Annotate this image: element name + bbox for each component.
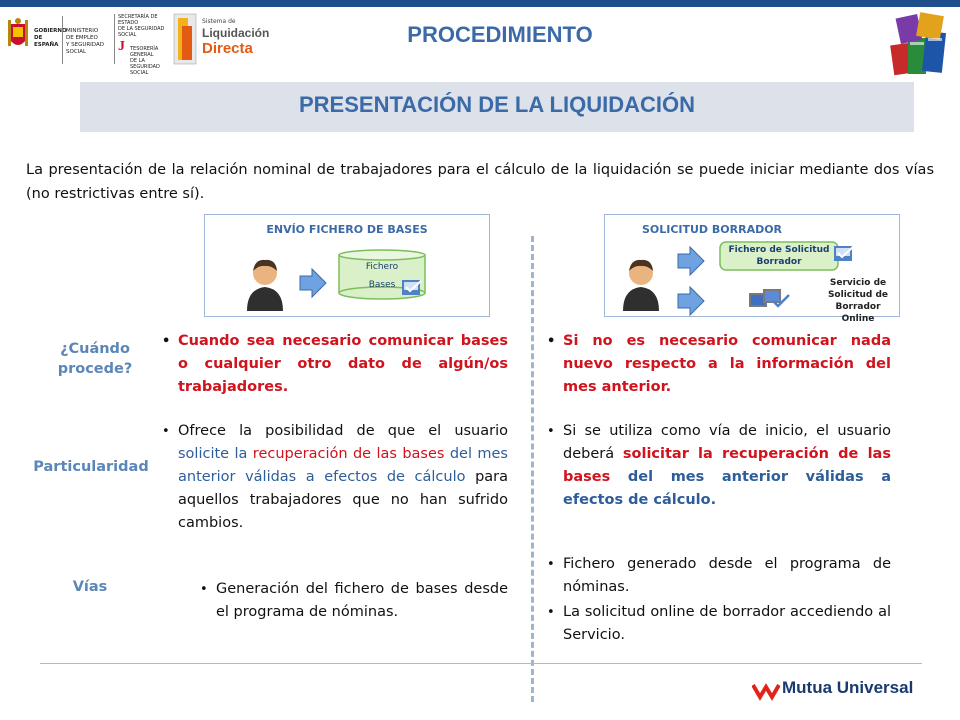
government-logo (4, 12, 67, 68)
ministry-line-3: Y SEGURIDAD SOCIAL (66, 42, 104, 55)
intro-paragraph: La presentación de la relación nominal de trabajadores para el cálculo de la liquidación se puede iniciar mediante dos vías (no restrictivas entre sí). (26, 162, 934, 202)
left-particularidad-text (178, 420, 508, 535)
service-line-1: Servicio de (829, 278, 887, 288)
procedure-title: PROCEDIMIENTO (407, 22, 593, 47)
secretary-logo (114, 14, 176, 76)
right-cuando-text: • Si no es necesario comunicar nada nuevo respecto a la información del mes anterior. (563, 330, 891, 399)
treasury-line-2: DE LA SEGURIDAD SOCIAL (130, 58, 160, 76)
left-cuando-text: • Cuando sea necesario comunicar bases o cualquier otro dato de algún/os trabajadores. (178, 330, 508, 399)
check-document-icon (833, 245, 855, 263)
drawer-label-1: Fichero de Solicitud (728, 245, 830, 255)
right-vias-text-1: • Fichero generado desde el programa de nóminas. (563, 553, 891, 599)
left-part-5: para aquellos trabajadores que no han sufrido cambios. (178, 469, 509, 531)
liq-line-1: Liquidación (202, 26, 270, 40)
right-part-4: del mes anterior válidas a efectos de cálculo. (563, 469, 891, 508)
cuando-procede-label (40, 339, 150, 379)
ministry-logo (62, 14, 112, 66)
books-icon (884, 8, 956, 80)
banner-title: PRESENTACIÓN DE LA LIQUIDACIÓN (298, 92, 695, 117)
column-divider (531, 236, 535, 702)
gov-line-2: DE ESPAÑA (34, 35, 59, 48)
cuando-line-2: procede? (57, 361, 133, 377)
secretary-line-1: SECRETARÍA DE ESTADO (118, 14, 158, 26)
right-part-1: Si se utiliza como vía de inicio, el usuario deberá (563, 423, 891, 462)
left-part-3: recuperación de las bases (252, 446, 450, 462)
liquidacion-directa-logo (172, 12, 270, 70)
ministry-line-2: DE EMPLEO (66, 35, 98, 41)
liq-line-2: Directa (202, 40, 253, 57)
section-banner (80, 82, 914, 132)
treasury-icon: J (118, 39, 125, 54)
arrow-right-icon (677, 245, 705, 277)
arrow-right-icon (677, 285, 705, 317)
service-label (818, 277, 898, 325)
treasury-line-1: TESORERÍA GENERAL (130, 46, 159, 58)
drawer-label-2: Borrador (756, 257, 802, 267)
ministry-line-1: MINISTERIO (66, 28, 99, 34)
right-vias-text-2: • La solicitud online de borrador accediendo al Servicio. (563, 601, 891, 647)
envio-fichero-title: ENVÍO FICHERO DE BASES (266, 223, 428, 236)
liq-small: Sistema de (202, 18, 236, 25)
cylinder-label-2: Bases (368, 280, 396, 290)
service-line-3: Borrador Online (835, 302, 881, 324)
right-particularidad-text (563, 420, 891, 512)
gov-line-1: GOBIERNO (34, 28, 67, 34)
user-icon (243, 255, 287, 311)
cylinder-label-1: Fichero (365, 262, 399, 272)
cuando-line-1: ¿Cuándo (60, 341, 130, 357)
secretary-line-2: DE LA SEGURIDAD SOCIAL (118, 26, 165, 38)
left-vias-text: • Generación del fichero de bases desde el programa de nóminas. (216, 578, 508, 624)
computer-network-icon (747, 287, 791, 313)
mutua-universal-logo (752, 675, 927, 703)
left-part-2: solicite la (178, 446, 253, 462)
user-icon (619, 255, 663, 311)
envio-fichero-box (204, 214, 490, 317)
left-part-4: del mes anterior válidas a efectos de cálculo (178, 446, 508, 485)
arrow-right-icon (299, 267, 327, 299)
particularidad-label: Particularidad (33, 459, 149, 475)
right-part-3: recuperación de las bases (563, 446, 891, 485)
service-line-2: Solicitud de (827, 290, 889, 300)
solicitud-borrador-title: SOLICITUD BORRADOR (641, 223, 783, 236)
vias-label: Vías (72, 579, 108, 595)
top-bar (0, 0, 960, 7)
mutua-logo-icon (752, 679, 780, 703)
mutua-brand-text: Mutua Universal (782, 678, 914, 697)
left-part-1: Ofrece la posibilidad de que el usuario (178, 423, 508, 439)
right-part-2: solicitar la (622, 446, 723, 462)
footer-divider (40, 663, 922, 664)
